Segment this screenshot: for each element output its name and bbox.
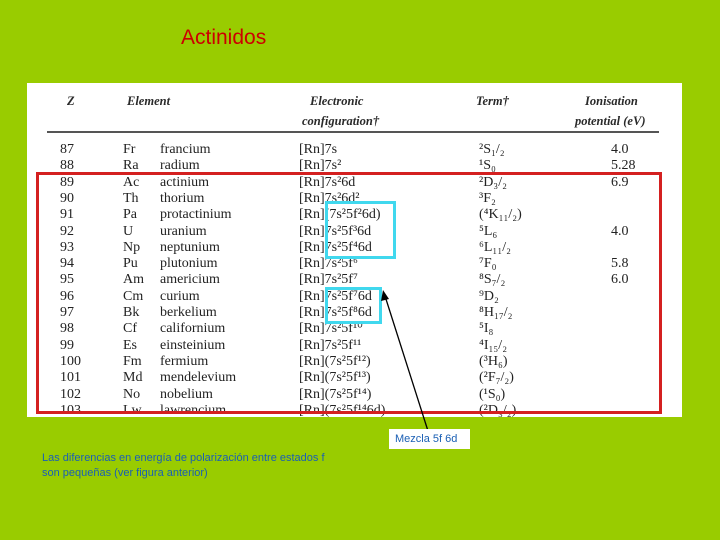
footnote-text: Las diferencias en energía de polarización entre estados f son pequeñas (ver figura anterior) (42, 452, 325, 479)
row-term: ²S₁/₂ (479, 142, 505, 157)
row-z: 101 (60, 370, 81, 386)
row-z: 93 (60, 239, 74, 255)
row-z: 87 (60, 142, 74, 157)
header-rule (47, 131, 659, 133)
row-configuration: [Rn](7s²5f²6d) (299, 207, 381, 223)
row-element-name: francium (160, 142, 211, 157)
row-symbol: U (123, 223, 134, 239)
row-term: ⁸S₇/₂ (479, 272, 506, 288)
row-term: ⁵L₆ (479, 223, 498, 239)
row-configuration: [Rn]7s²5f¹¹ (299, 337, 362, 353)
row-configuration: [Rn](7s²5f¹³) (299, 370, 371, 386)
row-z: 103 (60, 402, 81, 417)
row-element-name: nobelium (160, 386, 213, 402)
row-element-name: californium (160, 321, 226, 337)
table-row (27, 142, 682, 158)
row-element-name: actinium (160, 174, 209, 190)
row-z: 90 (60, 190, 74, 206)
row-element-name: einsteinium (160, 337, 226, 353)
row-term: (²F₇/₂) (479, 370, 514, 386)
row-symbol: Pu (123, 256, 138, 272)
row-term: ⁶L₁₁/₂ (479, 239, 511, 255)
row-term: ¹S₀ (479, 158, 496, 174)
header-z: Z (67, 94, 75, 108)
row-configuration: [Rn]7s²5f¹⁰ (299, 321, 363, 337)
row-term: ⁵I₈ (479, 321, 494, 337)
row-z: 102 (60, 386, 81, 402)
row-element-name: mendelevium (160, 370, 237, 386)
row-symbol: Md (123, 370, 143, 386)
row-ionisation-potential: 6.9 (611, 174, 629, 190)
row-symbol: Pa (123, 207, 137, 223)
row-z: 97 (60, 305, 74, 320)
row-symbol: Fm (123, 353, 142, 369)
row-symbol: No (123, 386, 141, 402)
row-element-name: lawrencium (160, 402, 227, 417)
row-symbol: Fr (123, 142, 136, 157)
row-configuration: [Rn](7s²5f¹²) (299, 353, 371, 369)
header-element: Element (127, 94, 171, 108)
row-symbol: Ac (123, 174, 140, 190)
row-element-name: radium (160, 158, 200, 174)
row-term: ³F₂ (479, 190, 496, 206)
row-configuration: [Rn]7s²6d² (299, 190, 360, 206)
row-term: ⁴I₁₅/₂ (479, 337, 508, 353)
row-configuration: [Rn]7s (299, 142, 338, 157)
row-element-name: plutonium (160, 256, 218, 272)
row-symbol: Np (123, 239, 141, 255)
callout-label: Mezcla 5f 6d (395, 433, 458, 445)
row-z: 100 (60, 353, 81, 369)
row-term: ²D₃/₂ (479, 174, 507, 190)
row-symbol: Cm (123, 288, 144, 304)
row-z: 92 (60, 223, 74, 239)
row-ionisation-potential: 6.0 (611, 272, 629, 288)
row-ionisation-potential: 5.28 (611, 158, 636, 174)
row-z: 99 (60, 337, 74, 353)
header-config-line1: Electronic (310, 94, 364, 108)
header-config-line2: configuration† (302, 114, 380, 128)
row-term: (²D₃/₂) (479, 402, 517, 417)
row-symbol: Cf (123, 321, 137, 337)
row-configuration: [Rn]7s²5f⁴6d (299, 239, 372, 255)
row-term: (³H₆) (479, 353, 508, 369)
row-symbol: Am (123, 272, 144, 288)
slide-title: Actinidos (181, 26, 267, 49)
row-term: ⁸H₁₇/₂ (479, 305, 513, 320)
header-ion-line1: Ionisation (585, 94, 638, 108)
row-z: 89 (60, 174, 74, 190)
row-z: 94 (60, 256, 74, 272)
row-symbol: Th (123, 190, 139, 206)
row-ionisation-potential: 4.0 (611, 142, 629, 157)
row-element-name: thorium (160, 190, 205, 206)
row-term: (⁴K₁₁/₂) (479, 207, 522, 223)
row-element-name: berkelium (160, 305, 217, 320)
row-configuration: [Rn]7s²5f⁸6d (299, 305, 372, 320)
row-z: 98 (60, 321, 74, 337)
row-symbol: Lw (123, 402, 142, 417)
row-element-name: americium (160, 272, 220, 288)
row-term: ⁷F₀ (479, 256, 497, 272)
row-z: 88 (60, 158, 74, 174)
row-term: (¹S₀) (479, 386, 506, 402)
row-symbol: Bk (123, 305, 140, 320)
row-configuration: [Rn]7s²5f⁷ (299, 272, 358, 288)
row-configuration: [Rn](7s²5f¹⁴6d) (299, 402, 386, 417)
row-configuration: [Rn]7s² (299, 158, 342, 174)
row-term: ⁹D₂ (479, 288, 499, 304)
row-configuration: [Rn]7s²6d (299, 174, 356, 190)
row-configuration: [Rn]7s²5f⁷6d (299, 288, 372, 304)
row-element-name: neptunium (160, 239, 220, 255)
row-ionisation-potential: 5.8 (611, 256, 629, 272)
row-element-name: uranium (160, 223, 207, 239)
row-configuration: [Rn](7s²5f¹⁴) (299, 386, 372, 402)
row-z: 96 (60, 288, 74, 304)
row-z: 91 (60, 207, 74, 223)
row-z: 95 (60, 272, 74, 288)
row-ionisation-potential: 4.0 (611, 223, 629, 239)
row-element-name: curium (160, 288, 200, 304)
row-element-name: fermium (160, 353, 209, 369)
row-symbol: Es (123, 337, 137, 353)
row-configuration: [Rn]7s²5f³6d (299, 223, 372, 239)
row-configuration: [Rn]7s²5f⁶ (299, 256, 358, 272)
header-ion-line2: potential (eV) (575, 114, 646, 128)
row-symbol: Ra (123, 158, 139, 174)
row-element-name: protactinium (160, 207, 232, 223)
mix-highlight-upper (325, 201, 396, 259)
header-term: Term† (476, 94, 509, 108)
mix-highlight-lower (325, 287, 382, 324)
